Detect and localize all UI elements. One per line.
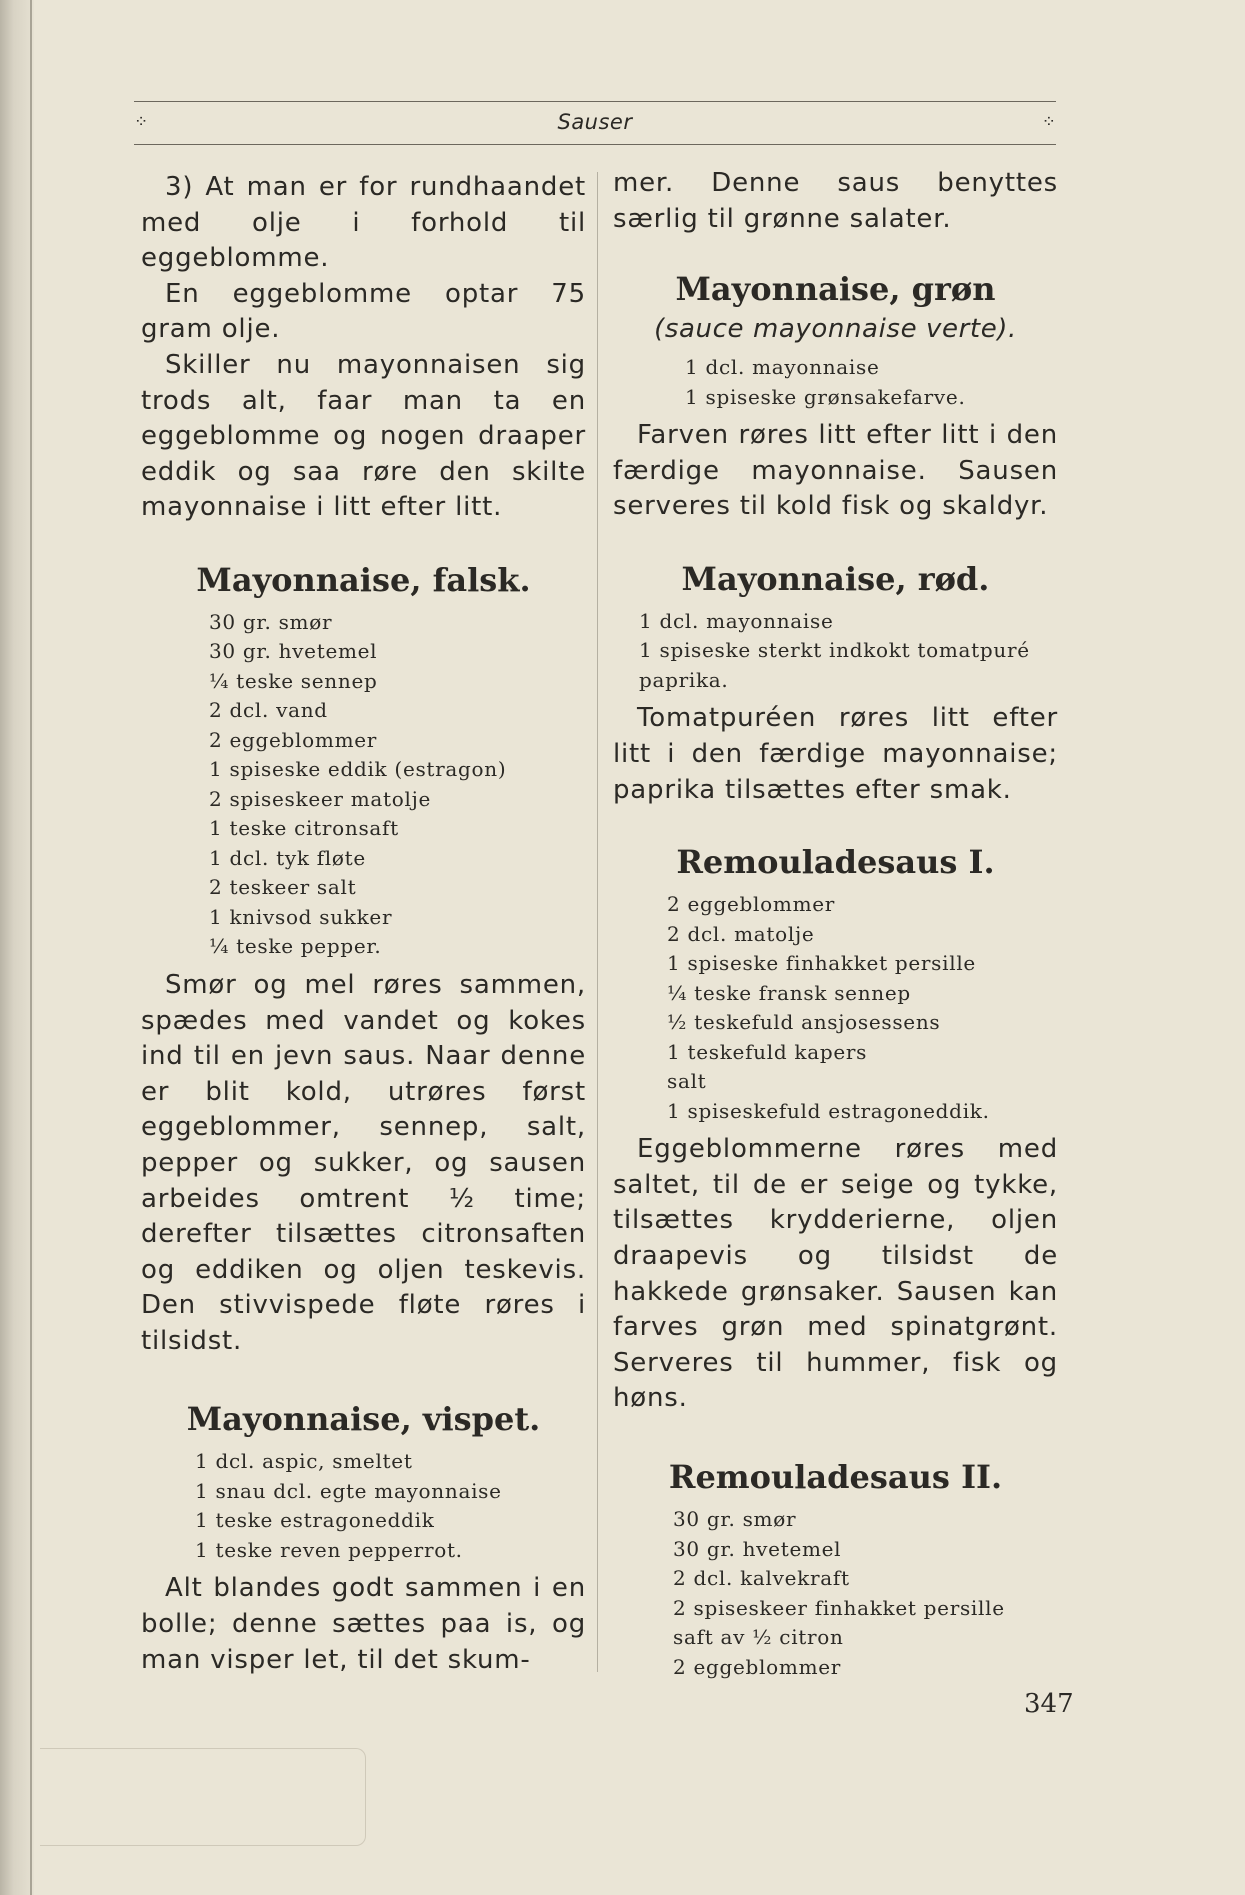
ingredient-item: 2 eggeblommer	[667, 892, 836, 917]
recipe-title-vispet: Mayonnaise, vispet.	[186, 1400, 541, 1439]
recipe-title-remoulade-2: Remouladesaus II.	[668, 1458, 1003, 1496]
page-number: 347	[1024, 1689, 1074, 1719]
ingredient-item: 1 spiseske finhakket persille	[667, 951, 976, 976]
ingredient-item: 30 gr. smør	[209, 609, 333, 634]
ingredient-item: 2 spiseskeer finhakket persille	[673, 1595, 1005, 1620]
ingredient-list-rod	[613, 607, 1058, 696]
recipe-title-rod: Mayonnaise, rød.	[681, 559, 990, 598]
column-divider	[597, 172, 598, 1672]
ingredient-item: 1 teske estragoneddik	[195, 1508, 435, 1533]
ingredient-item: 1 spiseske eddik (estragon)	[209, 757, 507, 782]
continuation-paragraph: mer. Denne saus benyttes særlig til grønne salater.	[613, 168, 1058, 234]
right-column	[613, 166, 1058, 1688]
ingredient-list-vispet	[141, 1447, 586, 1565]
recipe-subtitle-gron: (sauce mayonnaise verte).	[654, 314, 1017, 345]
method-paragraph-vispet: Alt blandes godt sammen i en bolle; denne sættes paa is, og man visper let, til det skum-	[141, 1573, 586, 1675]
ingredient-item: 2 teskeer salt	[209, 875, 357, 900]
ingredient-item: 30 gr. hvetemel	[673, 1536, 842, 1561]
ingredient-list-remoulade-2	[613, 1505, 1058, 1682]
intro-paragraph-3: Skiller nu mayonnaisen sig trods alt, faar man ta en eggeblomme og nogen draaper eddik og saa røre den skilte mayonnaise i litt efter litt.	[141, 349, 586, 523]
ingredient-item: 1 dcl. tyk fløte	[209, 845, 366, 870]
ornament-right-icon: ⁘	[1041, 112, 1056, 132]
running-header	[134, 101, 1056, 145]
method-paragraph-falsk: Smør og mel røres sammen, spædes med vandet og kokes ind til en jevn saus. Naar denne er blit kold, utrøres først eggeblommer, sennep, salt, pepper og sukker, og sausen arbeides omtrent ½ time; derefter tilsættes citronsaften og eddiken og oljen teskevis. Den stivvispede fløte røres i tilsidst.	[141, 969, 586, 1356]
method-paragraph-gron: Farven røres litt efter litt i den færdige mayonnaise. Sausen serveres til kold fisk og skaldyr.	[613, 420, 1058, 522]
recipe-title-falsk: Mayonnaise, falsk.	[196, 560, 531, 599]
ingredient-item: 1 spiseske grønsakefarve.	[685, 384, 966, 409]
method-paragraph-rod: Tomatpuréen røres litt efter litt i den færdige mayonnaise; paprika tilsættes efter smak.	[613, 703, 1058, 805]
ingredient-list-remoulade-1	[613, 890, 1058, 1126]
header-title: Sauser	[557, 110, 633, 134]
ingredient-item: 1 spiseskefuld estragoneddik.	[667, 1098, 990, 1123]
book-spine-shadow	[0, 0, 34, 1895]
underlying-page-edge	[40, 1748, 366, 1846]
intro-paragraph-1: 3) At man er for rundhaandet med olje i forhold til eggeblomme.	[141, 172, 586, 274]
ingredient-item: 2 eggeblommer	[209, 727, 378, 752]
method-paragraph-remoulade-1: Eggeblommerne røres med saltet, til de er seige og tykke, tilsættes krydderierne, oljen draapevis og tilsidst de hakkede grønsaker. Sausen kan farves grøn med spinatgrønt. Serveres til hummer, fisk og høns.	[613, 1134, 1058, 1414]
ingredient-item: 1 spiseske sterkt indkokt tomatpuré	[639, 638, 1030, 663]
intro-paragraph-2: En eggeblomme optar 75 gram olje.	[141, 278, 586, 345]
ingredient-item: 1 dcl. mayonnaise	[685, 355, 880, 380]
ingredient-item: 1 teske reven pepperrot.	[195, 1537, 463, 1562]
ingredient-item: 1 dcl. aspic, smeltet	[195, 1449, 413, 1474]
ingredient-item: 2 dcl. vand	[209, 698, 328, 723]
ingredient-item: ¼ teske sennep	[209, 668, 378, 693]
ingredient-list-gron	[613, 353, 1058, 412]
left-column	[141, 170, 586, 1678]
ingredient-item: 1 snau dcl. egte mayonnaise	[195, 1478, 502, 1503]
ingredient-item: 1 dcl. mayonnaise	[639, 608, 834, 633]
ingredient-item: paprika.	[639, 667, 729, 692]
ingredient-list-falsk	[141, 608, 586, 962]
ingredient-item: 2 spiseskeer matolje	[209, 786, 432, 811]
recipe-title-gron: Mayonnaise, grøn	[675, 270, 996, 309]
ingredient-item: 2 dcl. kalvekraft	[673, 1566, 850, 1590]
ingredient-item: 2 dcl. matolje	[667, 921, 815, 946]
recipe-title-remoulade-1: Remouladesaus I.	[676, 843, 995, 882]
ingredient-item: 2 eggeblommer	[673, 1654, 842, 1679]
ingredient-item: ½ teskefuld ansjosessens	[667, 1010, 941, 1035]
ingredient-item: 30 gr. hvetemel	[209, 639, 378, 664]
ingredient-item: salt	[667, 1069, 707, 1094]
ingredient-item: 1 teske citronsaft	[209, 816, 399, 841]
ingredient-item: saft av ½ citron	[673, 1625, 844, 1649]
book-gutter-line	[30, 0, 32, 1895]
ingredient-item: 1 knivsod sukker	[209, 904, 393, 929]
ingredient-item: 30 gr. smør	[673, 1507, 797, 1531]
ingredient-item: ¼ teske pepper.	[209, 934, 382, 959]
ingredient-item: ¼ teske fransk sennep	[667, 980, 911, 1005]
ornament-left-icon: ⁘	[134, 112, 149, 132]
ingredient-item: 1 teskefuld kapers	[667, 1039, 868, 1064]
